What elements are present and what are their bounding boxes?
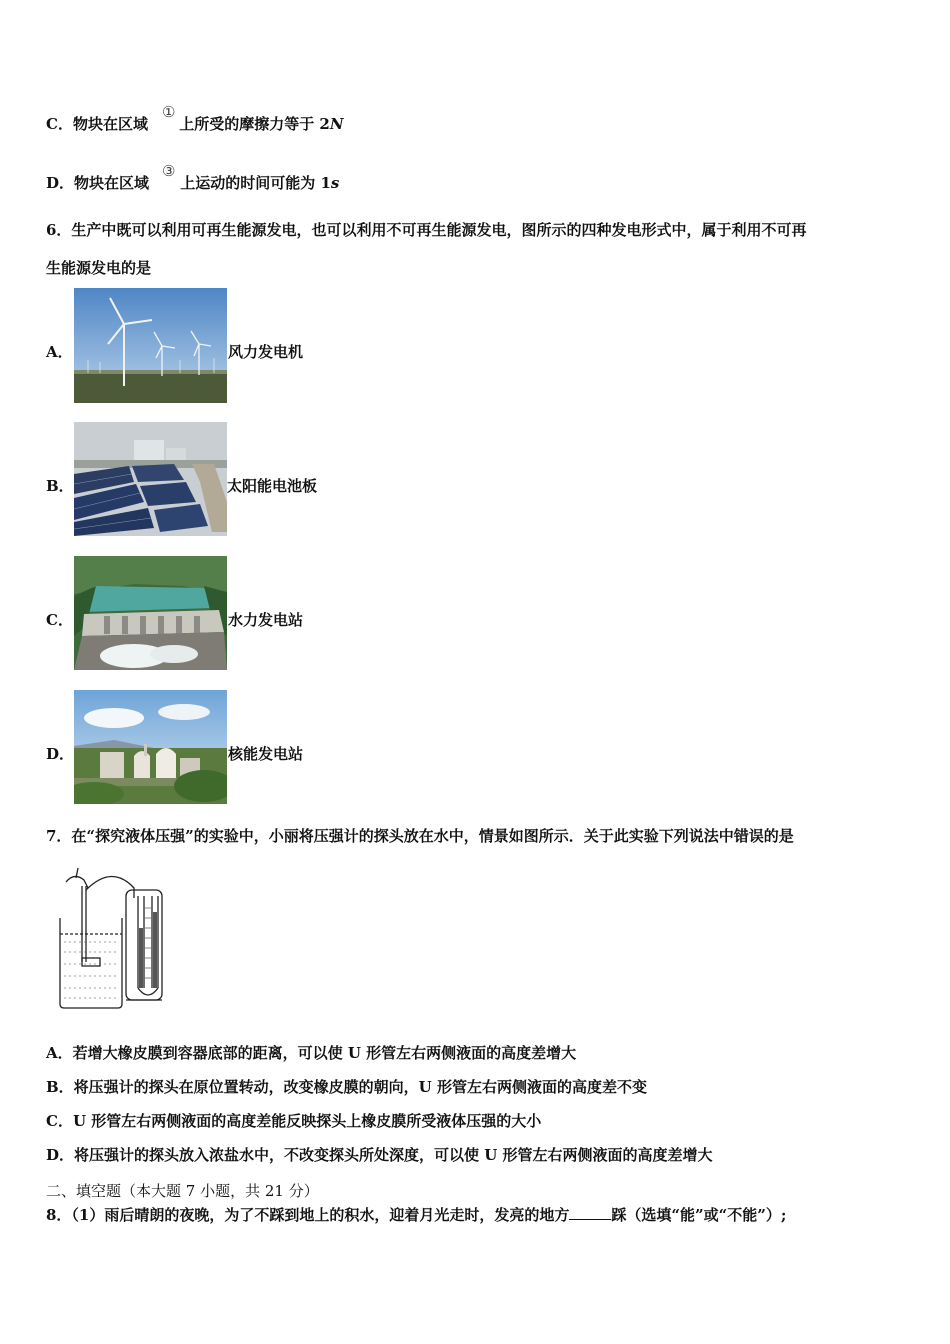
circled-one: ① xyxy=(162,103,176,121)
q6-option-a-letter: A． xyxy=(46,343,73,361)
q5-option-c xyxy=(46,103,344,134)
nuclear-plant-photo xyxy=(74,690,227,804)
q5-option-c-text: 上所受的摩擦力等于 2 xyxy=(179,115,330,133)
q8-part1-text: 8．（1）雨后晴朗的夜晚，为了不踩到地上的积水，迎着月光走时，发亮的地方 xyxy=(46,1206,570,1224)
wind-turbine-photo xyxy=(74,288,227,403)
q7-option-d: D．将压强计的探头放入浓盐水中，不改变探头所处深度，可以使 U 形管左右两侧液面的高度差增大 xyxy=(46,1146,713,1164)
q6-option-c-caption: 水力发电站 xyxy=(228,611,304,629)
q7-option-b: B．将压强计的探头在原位置转动，改变橡皮膜的朝向，U 形管左右两侧液面的高度差不变 xyxy=(46,1078,647,1096)
q6-option-c-letter: C． xyxy=(46,611,73,629)
q8-part1-tail: 踩（选填“能”或“不能”）; xyxy=(611,1206,787,1224)
q6-option-b-caption: 太阳能电池板 xyxy=(227,477,318,495)
solar-panel-photo xyxy=(74,422,227,536)
q6-option-a-caption: 风力发电机 xyxy=(228,343,304,361)
answer-blank xyxy=(569,1205,611,1220)
q7-stem: 7．在“探究液体压强”的实验中，小丽将压强计的探头放在水中，情景如图所示．关于此实验下列说法中错误的是 xyxy=(46,827,794,845)
q6-option-b-letter: B． xyxy=(46,477,74,495)
section-title: 二、填空题（本大题 7 小题，共 21 分） xyxy=(46,1182,319,1200)
q6-stem-line2: 生能源发电的是 xyxy=(46,259,152,277)
q5-option-d-text: 上运动的时间可能为 1 xyxy=(180,174,331,192)
q5-option-d-label: D．物块在区域 xyxy=(46,174,150,192)
pressure-gauge-diagram xyxy=(52,868,172,1010)
q5-option-d xyxy=(46,162,340,193)
hydro-dam-photo xyxy=(74,556,227,670)
q7-option-a: A．若增大橡皮膜到容器底部的距离，可以使 U 形管左右两侧液面的高度差增大 xyxy=(46,1044,577,1062)
q5-option-c-unit: N xyxy=(329,115,344,133)
q5-option-c-label: C．物块在区域 xyxy=(46,115,148,133)
q6-option-d-caption: 核能发电站 xyxy=(228,745,304,763)
q5-option-d-unit: s xyxy=(330,174,340,192)
q6-stem-line1: 6．生产中既可以利用可再生能源发电，也可以利用不可再生能源发电，图所示的四种发电形式中，属于利用不可再 xyxy=(46,221,807,239)
circled-three: ③ xyxy=(162,162,176,180)
q8-part1 xyxy=(46,1205,786,1225)
q6-option-d-letter: D． xyxy=(46,745,75,763)
q7-option-c: C．U 形管左右两侧液面的高度差能反映探头上橡皮膜所受液体压强的大小 xyxy=(46,1112,542,1130)
